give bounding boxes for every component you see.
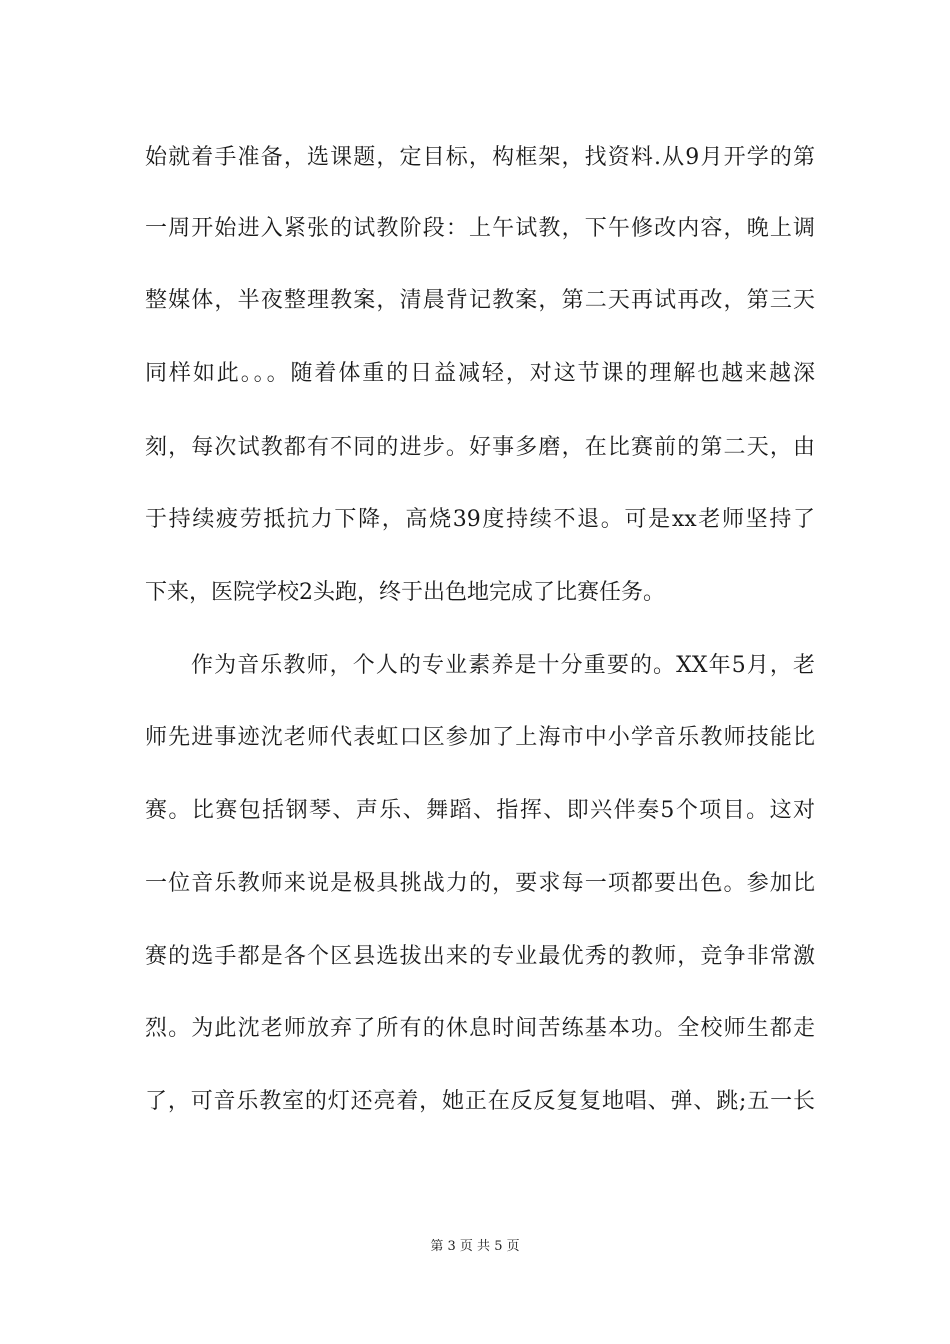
page-number-footer: 第 3 页 共 5 页 — [430, 1239, 520, 1254]
text-line-2: 一周开始进入紧张的试教阶段：上午试教，下午修改内容，晚上调 — [145, 216, 815, 241]
text-line-10: 赛。比赛包括钢琴、声乐、舞蹈、指挥、即兴伴奏5个项目。这对 — [145, 798, 815, 823]
text-line-4: 同样如此。。。随着体重的日益减轻，对这节课的理解也越来越深 — [145, 361, 815, 386]
text-line-13: 烈。为此沈老师放弃了所有的休息时间苦练基本功。全校师生都走 — [145, 1016, 815, 1041]
text-line-6: 于持续疲劳抵抗力下降，高烧39度持续不退。可是xx老师坚持了 — [145, 507, 815, 532]
text-line-1: 始就着手准备，选课题，定目标，构框架，找资料.从9月开学的第 — [145, 145, 815, 170]
text-line-5: 刻，每次试教都有不同的进步。好事多磨，在比赛前的第二天，由 — [145, 435, 815, 460]
text-line-3: 整媒体，半夜整理教案，清晨背记教案，第二天再试再改，第三天 — [145, 288, 815, 313]
text-line-9: 师先进事迹沈老师代表虹口区参加了上海市中小学音乐教师技能比 — [145, 725, 815, 750]
text-line-12: 赛的选手都是各个区县选拔出来的专业最优秀的教师，竞争非常激 — [145, 944, 815, 969]
text-line-11: 一位音乐教师来说是极具挑战力的，要求每一项都要出色。参加比 — [145, 871, 815, 896]
text-line-7: 下来，医院学校2头跑，终于出色地完成了比赛任务。 — [145, 580, 665, 605]
text-line-14: 了，可音乐教室的灯还亮着，她正在反反复复地唱、弹、跳;五一长 — [145, 1089, 815, 1114]
paragraph-first-line: 作为音乐教师，个人的专业素养是十分重要的。XX年5月，老 — [191, 653, 815, 678]
